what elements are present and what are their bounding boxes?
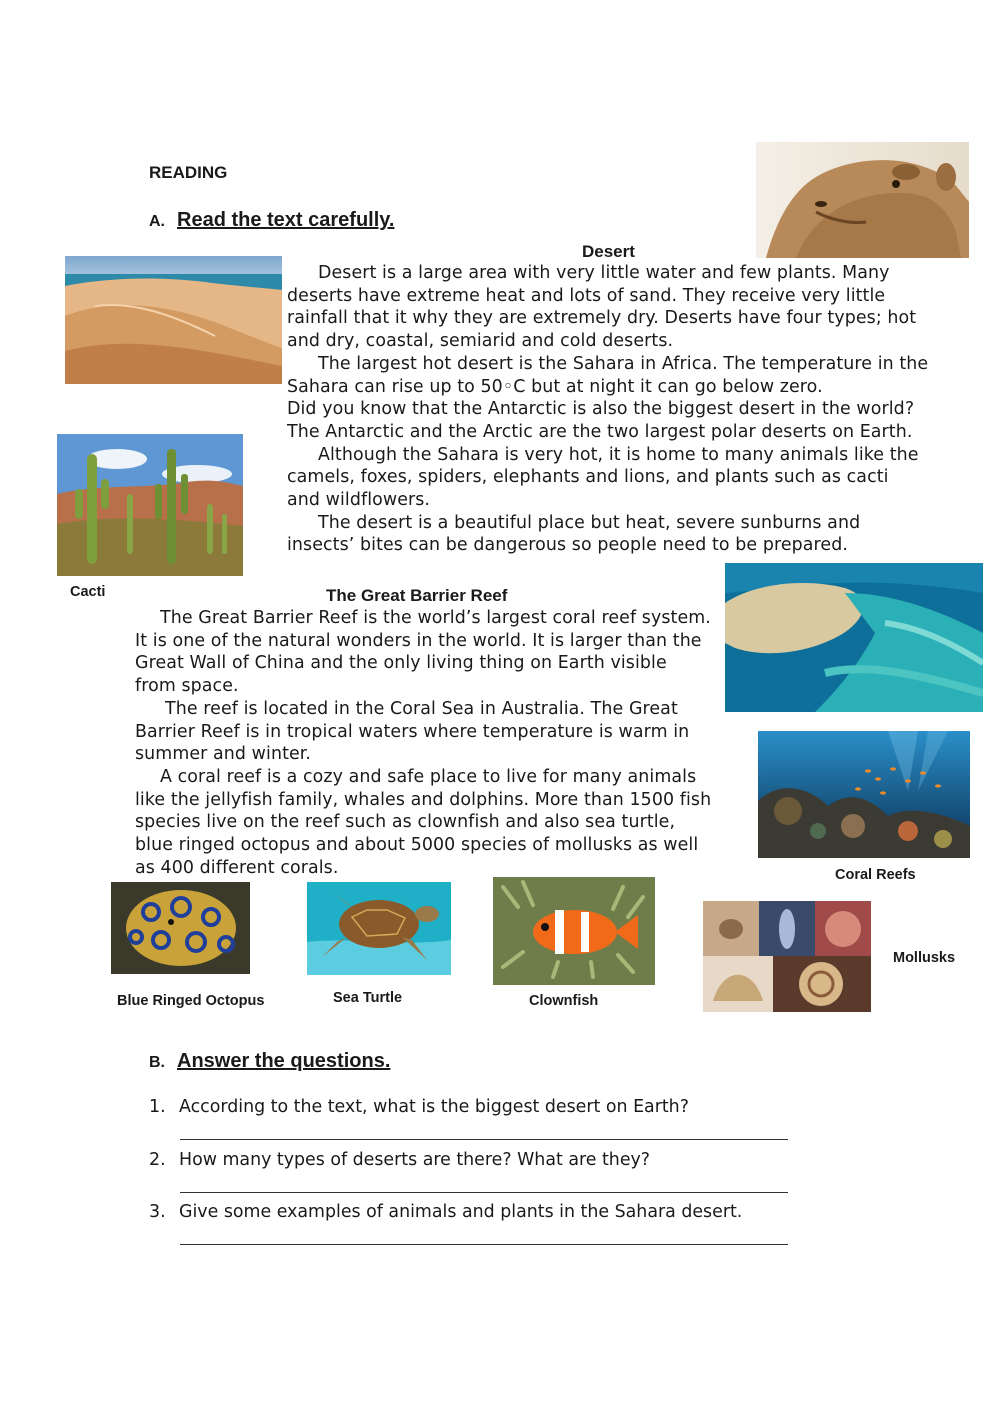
reef-line: summer and winter. [135,744,312,765]
reef-line: The Great Barrier Reef is the world’s largest coral reef system. [160,608,711,628]
camel-image [756,142,969,258]
reef-line: Great Wall of China and the only living thing on Earth visible [135,653,667,674]
answer-line-2[interactable] [180,1192,788,1193]
sea-turtle-image [307,882,451,975]
section-a-title: Read the text carefully. [177,209,395,231]
question-text: How many types of deserts are there? What are they? [179,1150,651,1170]
question-number: 2. [149,1150,166,1170]
octopus-caption: Blue Ringed Octopus [117,993,265,1009]
question-number: 3. [149,1202,166,1222]
answer-line-1[interactable] [180,1139,788,1140]
section-a-heading [149,209,394,232]
desert-line: camels, foxes, spiders, elephants and lions, and plants such as cacti [287,467,889,488]
desert-line: The Antarctic and the Arctic are the two largest polar deserts on Earth. [287,421,913,442]
desert-line: and dry, coastal, semiarid and cold deserts. [287,331,674,352]
desert-line: and wildflowers. [287,490,431,511]
cacti-caption: Cacti [70,584,106,600]
coral-reefs-image [758,731,970,858]
reef-text [135,607,715,879]
section-a-letter: A. [149,213,165,230]
desert-title: Desert [582,242,635,261]
question-1 [149,1097,849,1121]
desert-line: The largest hot desert is the Sahara in Africa. The temperature in the [318,353,929,374]
question-text: According to the text, what is the biggest desert on Earth? [179,1097,689,1117]
desert-line: deserts have extreme heat and lots of sand. They receive very little [287,285,886,306]
desert-line: Sahara can rise up to 50◦C but at night it can go below zero. [287,376,823,397]
reef-line: as 400 different corals. [135,857,339,878]
reef-title: The Great Barrier Reef [326,586,508,605]
reef-line: The reef is located in the Coral Sea in Australia. The Great [165,698,678,719]
desert-line: The desert is a beautiful place but heat, severe sunburns and [318,512,861,533]
section-b-letter: B. [149,1054,165,1071]
reef-line: like the jellyfish family, whales and dolphins. More than 1500 fish [135,789,712,810]
mollusks-image [703,901,871,1012]
question-number: 1. [149,1097,166,1117]
reef-line: species live on the reef such as clownfish and also sea turtle, [135,812,676,833]
clownfish-image [493,877,655,985]
desert-line: insects’ bites can be dangerous so people need to be prepared. [287,535,848,556]
question-3 [149,1202,849,1226]
reef-line: blue ringed octopus and about 5000 species of mollusks as well [135,835,699,856]
sand-dunes-image [65,256,282,384]
section-b-heading [149,1050,390,1073]
mollusks-caption: Mollusks [893,950,956,966]
clownfish-caption: Clownfish [529,993,599,1009]
desert-text [287,262,947,557]
answer-line-3[interactable] [180,1244,788,1245]
reading-label: READING [149,163,228,182]
section-b-title: Answer the questions. [177,1050,391,1072]
desert-line: rainfall that it why they are extremely dry. Deserts have four types; hot [287,308,917,329]
reef-line: It is one of the natural wonders in the world. It is larger than the [135,630,702,651]
reef-line: A coral reef is a cozy and safe place to live for many animals [160,766,697,787]
question-2 [149,1150,849,1174]
reef-aerial-image [725,563,983,712]
octopus-image [111,882,250,974]
reef-line: from space. [135,676,239,697]
reef-line: Barrier Reef is in tropical waters where temperature is warm in [135,721,690,742]
desert-line: Did you know that the Antarctic is also the biggest desert in the world? [287,399,915,420]
desert-line: Although the Sahara is very hot, it is home to many animals like the [318,444,919,465]
desert-line: Desert is a large area with very little water and few plants. Many [318,263,890,283]
cacti-image [57,434,243,576]
coral-reefs-caption: Coral Reefs [835,867,916,883]
question-text: Give some examples of animals and plants in the Sahara desert. [179,1202,743,1222]
sea-turtle-caption: Sea Turtle [333,990,403,1006]
